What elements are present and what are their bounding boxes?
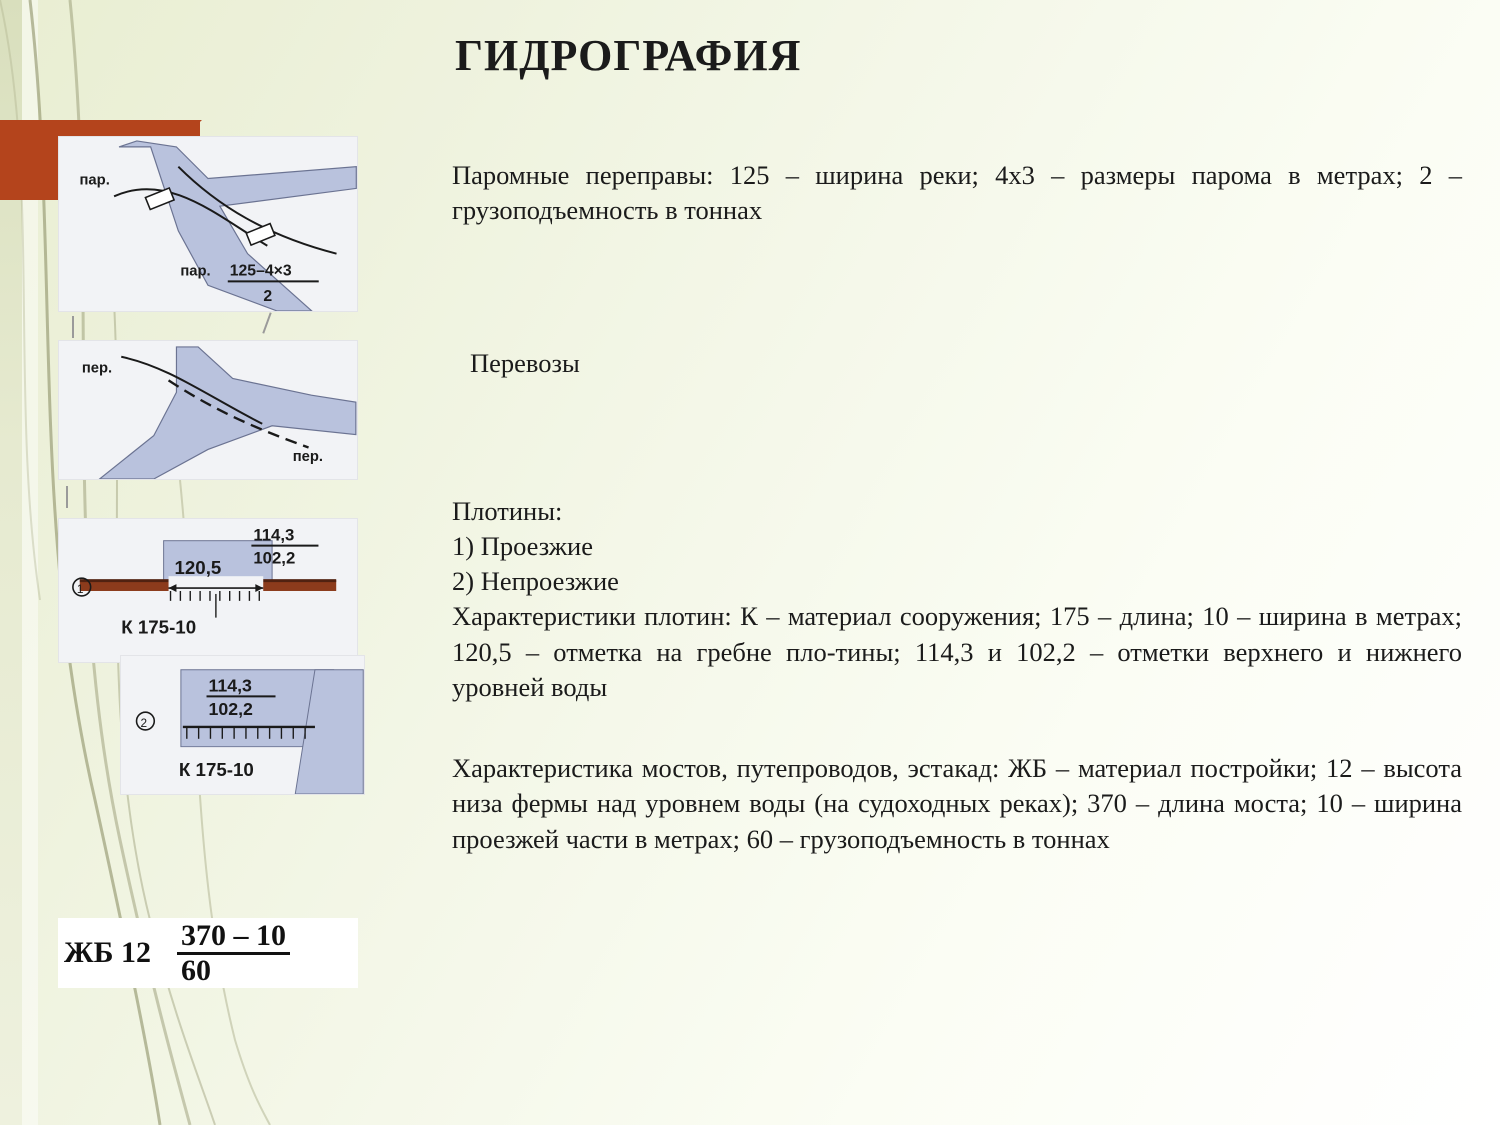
paragraph-bridges-description: Характеристика мостов, путепроводов, эстакад: ЖБ – материал постройки; 12 – высота низа фермы над уровнем воды (на судоходных реках); 370 – длина моста; 10 – ширина проезжей части в метрах; 60 – грузоподъемность в тоннах	[452, 753, 1462, 854]
svg-text:пар.: пар.	[180, 263, 211, 280]
svg-text:2: 2	[263, 288, 273, 306]
svg-text:пар.: пар.	[79, 172, 110, 189]
svg-text:102,2: 102,2	[253, 548, 296, 568]
svg-text:К 175-10: К 175-10	[178, 759, 254, 781]
figure-dam-drivable	[58, 518, 358, 663]
svg-text:пер.: пер.	[81, 360, 113, 377]
svg-text:120,5: 120,5	[174, 557, 222, 579]
paragraph-dams-heading: Плотины:	[452, 495, 563, 526]
svg-text:114,3: 114,3	[253, 525, 295, 545]
figure-transport-tick	[66, 486, 68, 508]
bridge-fraction	[177, 920, 290, 987]
bridge-fraction-numerator: 370 – 10	[177, 920, 290, 956]
svg-text:114,3: 114,3	[208, 675, 252, 696]
figure-ferry-tick	[72, 316, 74, 338]
paragraph-transports: Перевозы	[470, 348, 580, 379]
spacer-1	[452, 228, 1462, 346]
svg-text:2: 2	[140, 715, 148, 730]
spacer-3	[452, 705, 1462, 751]
svg-text:102,2: 102,2	[208, 699, 253, 720]
spacer-2	[452, 382, 1462, 494]
svg-text:пер.: пер.	[292, 449, 324, 466]
content-text-column	[452, 158, 1462, 857]
figure-transport-crossing	[58, 340, 358, 480]
svg-text:К 175-10: К 175-10	[121, 616, 197, 638]
paragraph-dams-item-1: 1) Проезжие	[452, 530, 593, 561]
paragraph-dams-description: Характеристики плотин: К – материал сооружения; 175 – длина; 10 – ширина в метрах; 120,5 – отметка на гребне пло-тины; 114,3 и 102,2 – отметки верхнего и нижнего уровней воды	[452, 601, 1462, 702]
svg-text:1: 1	[76, 581, 84, 596]
figure-dam-nondrivable	[120, 655, 365, 795]
paragraph-dams-item-2: 2) Непроезжие	[452, 566, 619, 597]
paragraph-ferries: Паромные переправы: 125 – ширина реки; 4х3 – размеры парома в метрах; 2 – грузоподъемность в тоннах	[452, 160, 1462, 226]
bridge-code: ЖБ 12	[64, 936, 151, 969]
bridge-fraction-denominator: 60	[181, 954, 211, 987]
figure-ferry-crossing	[58, 136, 358, 312]
svg-text:125–4×3: 125–4×3	[229, 262, 292, 280]
bridge-symbol-label	[58, 918, 358, 988]
page-title: ГИДРОГРАФИЯ	[455, 31, 802, 80]
